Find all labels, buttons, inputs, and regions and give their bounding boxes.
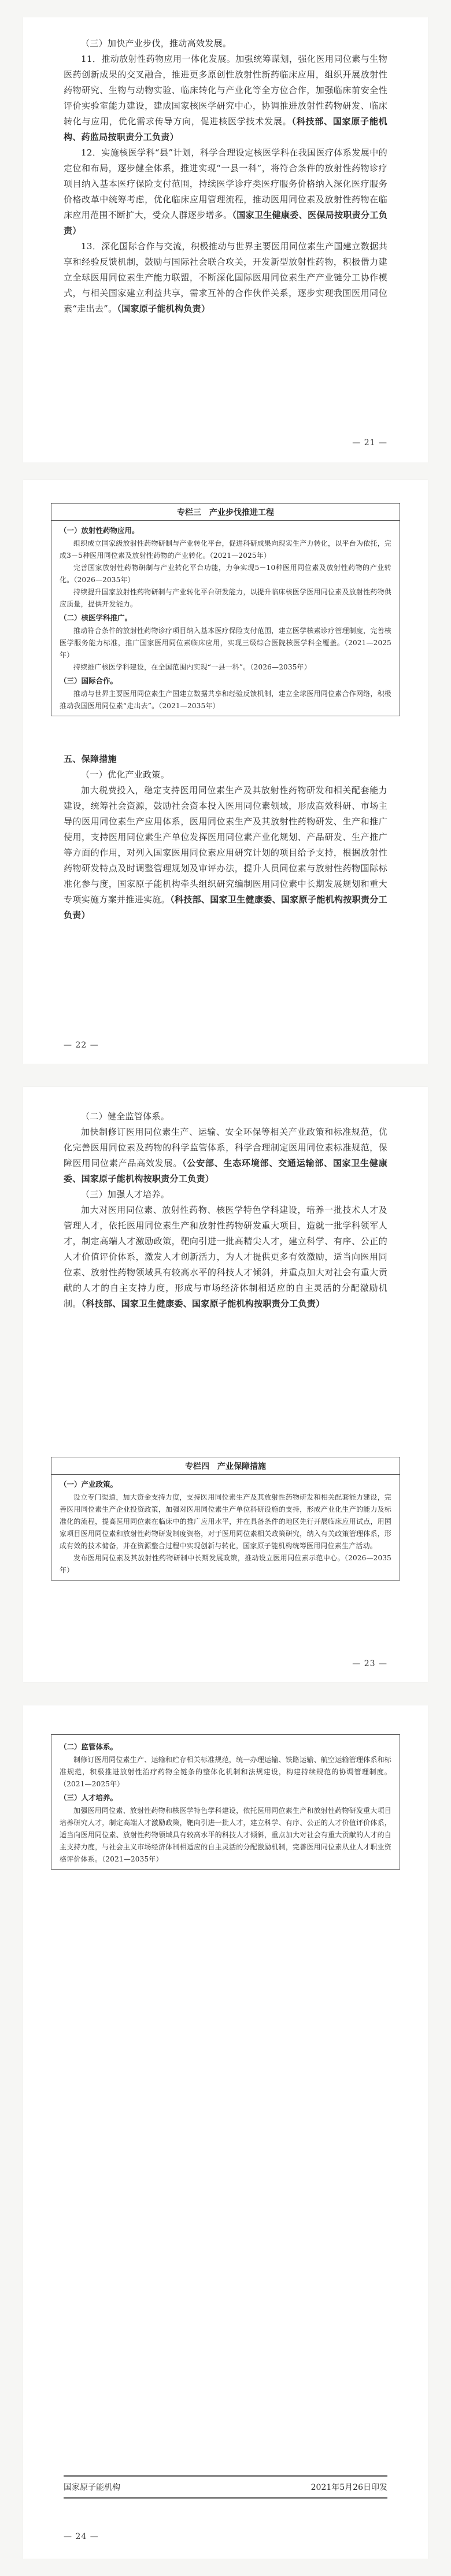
box-paragraph: 组织成立国家级放射性药物研制与产业转化平台，促进科研成果向现实生产力转化，以平台为依托，完成3－5种医用同位素及放射性药物的产业转化。（2021—2025年） xyxy=(60,539,391,560)
page-24 xyxy=(23,1705,428,2559)
box-subheading: （二）监管体系。 xyxy=(60,1742,118,1751)
box-paragraph: 推动与世界主要医用同位素生产国建立数据共享和经验反馈机制，建立全球医用同位素合作网络，积极推动我国医用同位素“走出去”。（2021—2035年） xyxy=(60,690,391,710)
column-box-4-part1 xyxy=(51,1457,400,1581)
box-paragraph: 发布医用同位素及其放射性药物研制中长期发展政策，推动设立医用同位素示范中心。（2026—2035年） xyxy=(60,1554,391,1574)
box-subheading: （二）核医学科推广。 xyxy=(60,613,132,622)
box-subheading: （三）人才培养。 xyxy=(60,1793,118,1802)
paragraph-11: 11．推动放射性药物应用一体化发展。加强统筹谋划，强化医用同位素与生物医药创新成果的交叉融合，推进更多原创性放射性新药临床应用，组织开展放射性药物研究、生物与动物实验、临床转化与产业化等全方位合作，加强临床前安全性评价实验室能力建设，建成国家核医学研究中心，协调推进放射性药物研发、临床转化与应用，优化需求传导方向，促进核医学技术发展。（科技部、国家原子能机构、药监局按职责分工负责） xyxy=(64,54,387,142)
box-paragraph: 推动符合条件的放射性药物诊疗项目纳入基本医疗保险支付范围，建立医学核素诊疗管理制度，完善核医学服务能力标准，推广国家医用同位素临床应用，实现三级综合医院核医学科全覆盖。（2021—2025年） xyxy=(60,627,391,659)
paragraph-12: 12．实施核医学科“县”计划，科学合理设定核医学科在我国医疗体系发展中的定位和布局，逐步健全体系，推进实现“一县一科”，将符合条件的放射性药物诊疗项目纳入基本医疗保险支付范围，持续医学诊疗类医疗服务价格纳入深化医疗服务价格改革中统筹考虑，优化临床应用管理流程，推动医用同位素及放射性药物在临床应用范围不断扩大，受众人群逐步增多。（国家卫生健康委、医保局按职责分工负责） xyxy=(64,147,387,236)
box-subheading: （一）产业政策。 xyxy=(60,1480,118,1489)
section-heading-3: （三）加快产业步伐，推动高效发展。 xyxy=(81,38,232,49)
subsection-heading-2: （二）健全监管体系。 xyxy=(81,1111,170,1122)
section-title: 五、保障措施 xyxy=(64,754,117,764)
page-21 xyxy=(23,17,428,462)
box-title: 专栏四 产业保障措施 xyxy=(51,1457,400,1475)
issuer: 国家原子能机构 xyxy=(64,2483,120,2492)
subsection-heading-3: （三）加强人才培养。 xyxy=(81,1189,170,1200)
box-paragraph: 持续推广核医学科建设，在全国范围内实现“一县一科”。（2026—2035年） xyxy=(73,663,311,671)
box-title: 专栏三 产业步伐推进工程 xyxy=(51,504,400,521)
box-subheading: （三）国际合作。 xyxy=(60,676,118,685)
page-number: — 24 — xyxy=(64,2532,99,2541)
box-paragraph: 设立专门渠道，加大资金支持力度，支持医用同位素生产及其放射性药物研发和相关配套能力建设，完善医用同位素生产企业投资政策，加强对医用同位素生产单位科研设施的支持，形成产业化生产的能力及标准化的流程，提高医用同位素在临床中的推广应用水平，并在具备条件的地区先行开展临床应用试点，用国家项目医用同位素和放射性药物研发制度资格，对于医用同位素相关政策研究，纳入有关政策管理体系，形成有效的技术储备，并在资源整合过程中实现创新与转化，国家原子能机构统筹医用同位素生产活动。 xyxy=(60,1493,391,1550)
page-number: — 23 — xyxy=(352,1659,387,1668)
paragraph-13: 13．深化国际合作与交流，积极推动与世界主要医用同位素生产国建立数据共享和经验反馈机制，鼓励与国际社会联合攻关，开发新型放射性药物，积极借力建立全球医用同位素生产能力联盟，不断深化国际医用同位素生产产业链分工协作模式，与相关国家建立利益共享，需求互补的合作伙伴关系，逐步实现我国医用同位素“走出去”。（国家原子能机构负责） xyxy=(64,241,387,314)
subsection-heading-1: （一）优化产业政策。 xyxy=(81,769,170,780)
box-paragraph: 持续提升国家放射性药物研制与产业转化平台研发能力，以提升临床核医学医用同位素及放射性药物供应质量，提供开发能力。 xyxy=(60,588,391,608)
box-paragraph: 完善国家放射性药物研制与产业转化平台功能，力争实现5－10种医用同位素及放射性药物的产业转化。（2026—2035年） xyxy=(60,564,391,584)
footer-rule-bottom xyxy=(64,2497,387,2499)
column-box-3 xyxy=(51,503,400,716)
paragraph-supervision: 加快制修订医用同位素生产、运输、安全环保等相关产业政策和标准规范，优化完善医用同位素及药物的科学监管体系，科学合理制定医用同位素标准规范，保障医用同位素产品高效发展。（公安部、生态环境部、交通运输部、国家卫生健康委、国家原子能机构按职责分工负责） xyxy=(64,1127,388,1184)
page-23 xyxy=(23,1087,428,1682)
imprint-line xyxy=(64,2481,387,2493)
column-box-4-part2 xyxy=(51,1734,400,1870)
paragraph-policy: 加大税费投入，稳定支持医用同位素生产及其放射性药物研发和相关配套能力建设，统筹社会资源，鼓励社会资本投入医用同位素领域，形成高效科研、市场主导的医用同位素生产应用体系，医用同位素生产及其放射性药物研发、生产和推广使用，支持医用同位素生产单位发挥医用同位素产业化规划、产品研发、生产推广等方面的作用，对列入国家医用同位素应用研究计划的项目给予支持，根据放射性药物研发特点及时调整管理规划及审评办法，提升人员同位素与放射性药物国际标准化参与度，国家原子能机构牵头组织研究编制医用同位素中长期发展规划和重大专项实施方案并推进实施。（科技部、国家卫生健康委、国家原子能机构按职责分工负责） xyxy=(64,785,387,920)
page-number: — 22 — xyxy=(64,1041,99,1050)
box-paragraph: 加强医用同位素、放射性药物和核医学特色学科建设，依托医用同位素生产和放射性药物研发重大项目培养研究人才，制定高端人才激励政策，靶向引进一批人才，建立科学、有序、公正的人才价值评价体系，适当向医用同位素、放射性药物领域具有较高水平的科技人才倾斜，重点加大对社会有重大贡献的人才的自主支持力度，与社会主义市场经济体制相适应的自主灵活的分配激励机制，完善医用同位素从业人才职业资格评价体系。（2021—2035年） xyxy=(60,1807,391,1863)
box-subheading: （一）放射性药物应用。 xyxy=(60,526,139,535)
issue-date: 2021年5月26日印发 xyxy=(310,2483,387,2492)
page-number: — 21 — xyxy=(352,438,387,447)
footer-rule-top xyxy=(64,2475,387,2477)
page-22 xyxy=(23,480,428,1064)
box-paragraph: 制修订医用同位素生产、运输和贮存相关标准规范，统一办理运输、铁路运输、航空运输管理体系和标准规范，积极推进放射性治疗药物全链条的整体化机制和法规建设，构建持续规范的协调管理制度。（2021—2025年） xyxy=(60,1756,391,1788)
paragraph-talent: 加大对医用同位素、放射性药物、核医学特色学科建设，培养一批技术人才及管理人才，依托医用同位素生产和放射性药物研发重大项目，造就一批学科领军人才，制定高端人才激励政策，靶向引进一批高精尖人才，建立科学、有序、公正的人才价值评价体系，激发人才创新活力，为人才提供更多有效激励，适当向医用同位素、放射性药物领域具有较高水平的科技人才倾斜，并重点加大对社会有重大贡献的人才的自主支持力度，形成与市场经济体制相适应的自主灵活的分配激励机制。（科技部、国家卫生健康委、国家原子能机构按职责分工负责） xyxy=(64,1205,387,1309)
